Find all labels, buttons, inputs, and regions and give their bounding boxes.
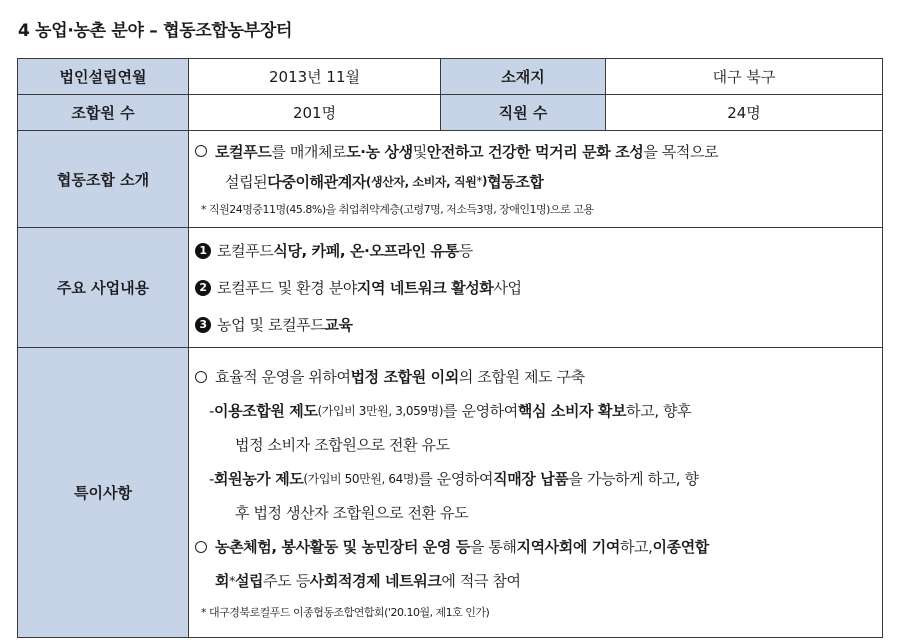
special-sub-2 [195, 462, 880, 496]
intro-content [189, 131, 883, 228]
dash-marker: - [209, 469, 215, 488]
special-sub-1-cont: 법정 소비자 조합원으로 전환 유도 [235, 436, 450, 454]
text-bold: 설립 [234, 572, 264, 590]
text-small: (가입비 3만원, 3,059명) [317, 404, 444, 418]
text-bold: 도·농 상생 [346, 142, 413, 161]
text-bold: 협동조합 [487, 172, 544, 191]
text: 을 통해 [469, 538, 517, 556]
text: 를 운영하여 [443, 402, 518, 420]
staff-value: 24명 [606, 95, 883, 131]
special-point-2 [195, 530, 880, 564]
text-bold: 핵심 소비자 확보 [517, 402, 627, 420]
members-value: 201명 [189, 95, 441, 131]
special-content [189, 348, 883, 638]
special-sub-2-cont: 후 법정 생산자 조합원으로 전환 유도 [235, 504, 469, 522]
special-footnote: * 대구경북로컬푸드 이종협동조합연합회('20.10월, 제1호 인가) [201, 605, 490, 619]
text: 하고, 향후 [626, 402, 692, 420]
text-small: (생산자, 소비자, 직원 [365, 174, 477, 189]
section-title: 4 농업·농촌 분야 – 협동조합농부장터 [18, 21, 293, 41]
text: 를 매개체로 [271, 142, 347, 161]
text: 농업 및 로컬푸드 [217, 316, 325, 334]
special-row [18, 348, 883, 638]
text-bold: 회원농가 제도 [214, 470, 304, 488]
text: 등 [458, 242, 473, 260]
text: 설립된 [225, 172, 268, 191]
text: 을 가능하게 하고, 향 [568, 470, 699, 488]
business-content [189, 228, 883, 348]
intro-line-2 [195, 166, 880, 196]
text-bold: 법정 조합원 이외 [350, 368, 459, 386]
founding-date-value: 2013년 11월 [189, 59, 441, 95]
intro-footnote: * 직원24명중11명(45.8%)을 취업취약계층(고령7명, 저소득3명, 장애인1명)으로 고용 [201, 203, 594, 216]
text-bold: 이종연합 [652, 538, 709, 556]
circle-bullet-icon [195, 145, 207, 157]
special-sub-1 [195, 394, 880, 428]
text-bold: 직매장 납품 [493, 470, 569, 488]
business-item-2 [195, 269, 880, 306]
text: 로컬푸드 [217, 242, 274, 260]
intro-label: 협동조합 소개 [18, 131, 189, 228]
intro-row [18, 131, 883, 228]
text-small: ) [482, 174, 488, 188]
text-bold: 교육 [324, 316, 353, 334]
meta-row-members [18, 95, 883, 131]
text: 를 운영하여 [418, 470, 494, 488]
circle-bullet-icon [195, 541, 207, 553]
text-bold: 안전하고 건강한 먹거리 문화 조성 [426, 142, 644, 161]
meta-row-founding [18, 59, 883, 95]
intro-line-1 [195, 136, 880, 166]
business-item-3 [195, 306, 880, 343]
text-bold: 지역사회에 기여 [516, 538, 620, 556]
text-bold: 사회적경제 네트워크 [309, 572, 442, 590]
text: 하고, [619, 538, 653, 556]
location-value: 대구 북구 [606, 59, 883, 95]
circle-bullet-icon [195, 371, 207, 383]
text-bold: 식당, 카페, 온·오프라인 유통 [273, 242, 459, 260]
text: 및 [412, 142, 427, 161]
number-3-icon: 3 [195, 317, 211, 333]
text-bold: 로컬푸드 [215, 142, 272, 161]
text-bold: 농촌체험, 봉사활동 및 농민장터 운영 등 [215, 538, 470, 556]
text: 사업 [493, 279, 522, 297]
text-small: (가입비 50만원, 64명) [303, 472, 419, 486]
footnote-marker: * [229, 573, 235, 588]
text-bold: 이용조합원 제도 [214, 402, 318, 420]
text-bold: 지역 네트워크 활성화 [356, 279, 494, 297]
dash-marker: - [209, 401, 215, 420]
text: 주도 등 [263, 572, 310, 590]
business-item-1 [195, 232, 880, 269]
founding-date-label: 법인설립연월 [18, 59, 189, 95]
special-point-1 [195, 360, 880, 394]
business-row [18, 228, 883, 348]
text-bold: 회 [215, 572, 230, 590]
special-label: 특이사항 [18, 348, 189, 638]
location-label: 소재지 [441, 59, 606, 95]
text: 의 조합원 제도 구축 [458, 368, 585, 386]
info-table [17, 58, 883, 638]
text-bold: 다중이해관계자 [267, 172, 366, 191]
business-label: 주요 사업내용 [18, 228, 189, 348]
text: 을 목적으로 [643, 142, 719, 161]
number-2-icon: 2 [195, 280, 211, 296]
text: 로컬푸드 및 환경 분야 [217, 279, 357, 297]
text: 효율적 운영을 위하여 [215, 368, 351, 386]
text: 에 적극 참여 [441, 572, 521, 590]
special-point-2-cont [195, 564, 880, 598]
staff-label: 직원 수 [441, 95, 606, 131]
members-label: 조합원 수 [18, 95, 189, 131]
footnote-marker: * [476, 174, 483, 188]
number-1-icon: 1 [195, 243, 211, 259]
